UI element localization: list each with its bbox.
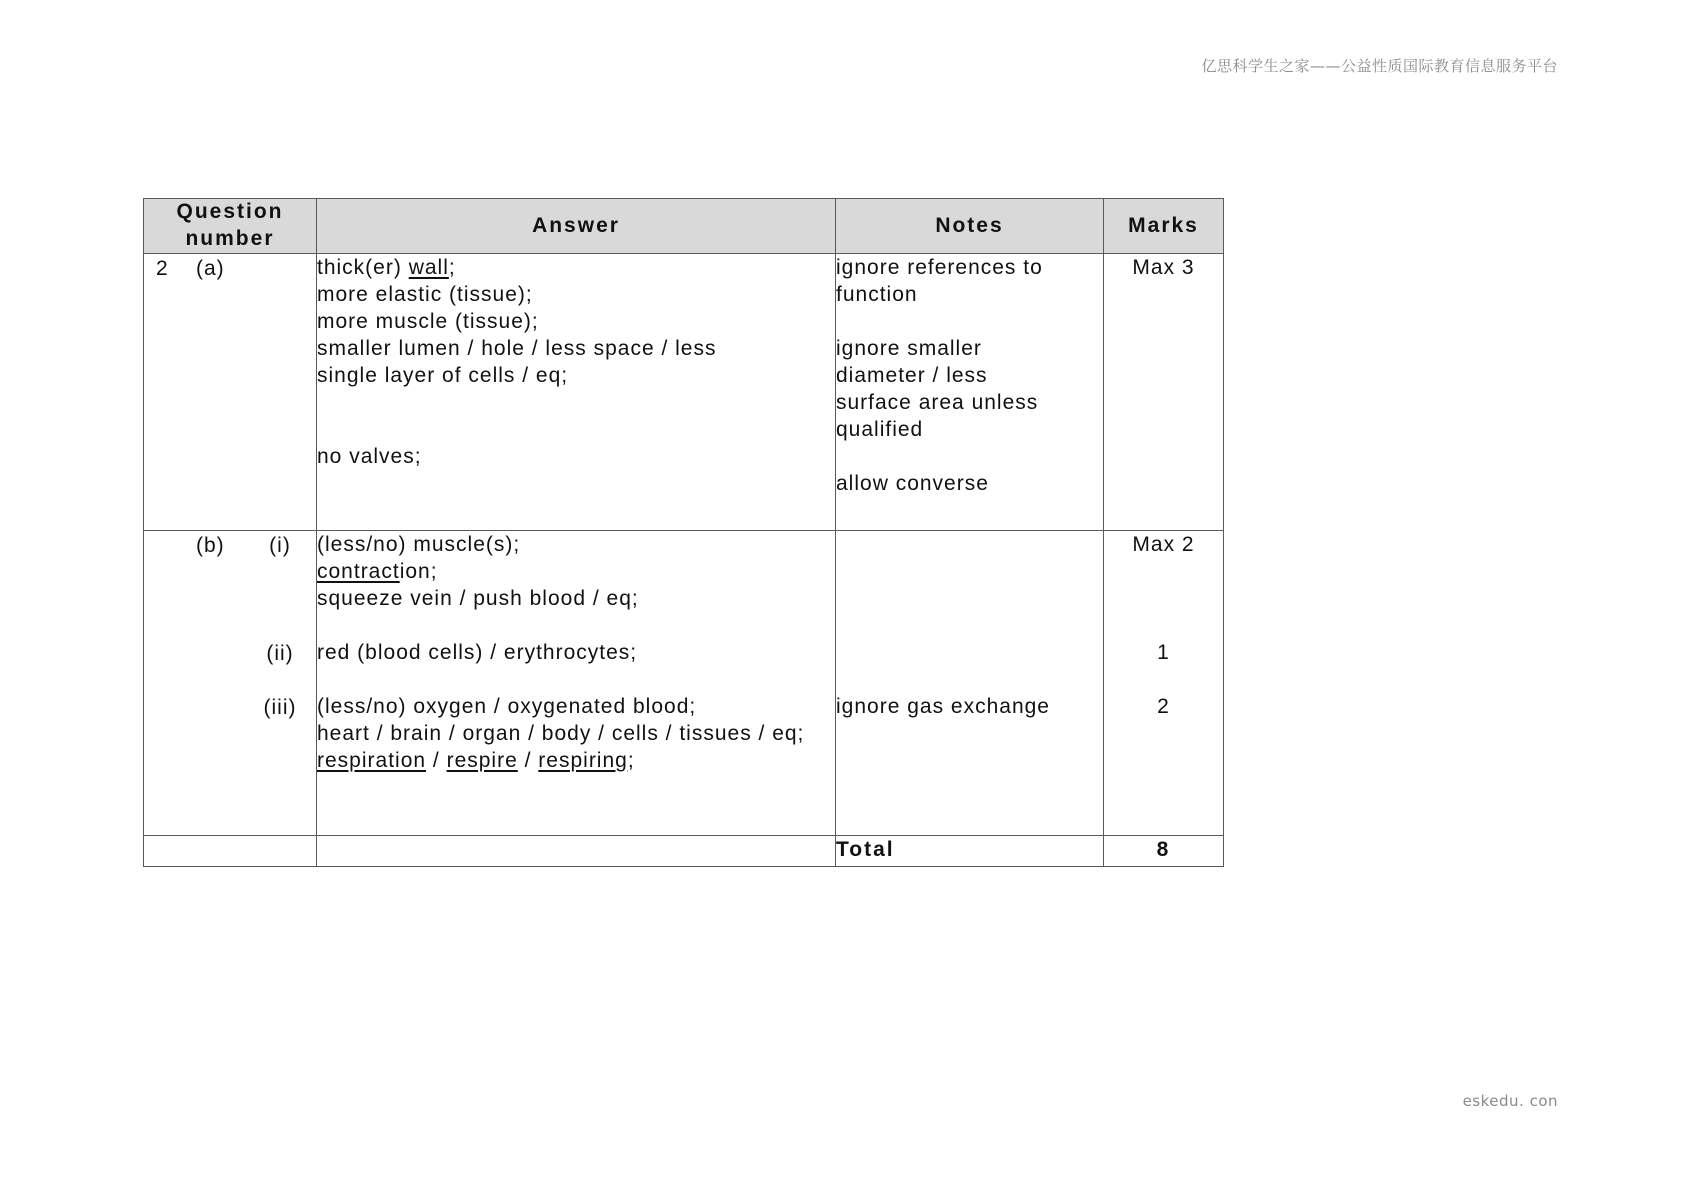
header-notes: Notes — [836, 199, 1104, 254]
subpart-iii-label: (iii) — [263, 696, 297, 719]
question-cell-2b — [144, 531, 317, 836]
question-part-b: (b) — [196, 534, 225, 557]
answer-line: no valves; — [317, 445, 422, 468]
answer-text: ; — [627, 749, 635, 772]
note-line: function — [836, 283, 918, 306]
answer-line: red (blood cells) / erythrocytes; — [317, 641, 638, 664]
answer-line: heart / brain / organ / body / cells / tissues / eq; — [317, 722, 805, 745]
answer-text: ; — [448, 256, 456, 279]
table-header-row — [144, 199, 1224, 254]
answer-cell-2a — [317, 254, 836, 531]
answer-line — [317, 558, 835, 585]
footer-watermark-text: eskedu. con — [1462, 1092, 1558, 1110]
total-empty-cell — [144, 836, 317, 867]
answer-line: single layer of cells / eq; — [317, 364, 569, 387]
marks-value-iii: 2 — [1157, 695, 1170, 718]
total-empty-cell — [317, 836, 836, 867]
answer-line: squeeze vein / push blood / eq; — [317, 587, 639, 610]
mark-scheme-table — [143, 198, 1224, 867]
note-line: allow converse — [836, 472, 989, 495]
notes-cell-2a — [836, 254, 1104, 531]
marks-cell-2b — [1104, 531, 1224, 836]
subpart-ii-label: (ii) — [266, 642, 294, 665]
header-question-line2: number — [185, 227, 275, 250]
underlined-keyword: wall — [408, 256, 449, 279]
answer-text: / — [517, 749, 539, 772]
header-marks: Marks — [1104, 199, 1224, 254]
table-row-2a — [144, 254, 1224, 531]
header-watermark-text: 亿思科学生之家——公益性质国际教育信息服务平台 — [1201, 57, 1558, 75]
underlined-keyword: respiring — [538, 749, 628, 772]
marks-value-i: Max 2 — [1132, 533, 1195, 556]
question-number: 2 — [156, 257, 169, 280]
note-line: ignore references to — [836, 256, 1043, 279]
answer-line: more elastic (tissue); — [317, 283, 533, 306]
table-row-total — [144, 836, 1224, 867]
note-line: surface area unless — [836, 391, 1039, 414]
answer-line: (less/no) oxygen / oxygenated blood; — [317, 695, 697, 718]
note-line: ignore smaller — [836, 337, 982, 360]
note-line: qualified — [836, 418, 924, 441]
underlined-keyword: contract — [317, 560, 400, 583]
header-question-number — [144, 199, 317, 254]
answer-text: / — [426, 749, 447, 772]
marks-value-ii: 1 — [1157, 641, 1170, 664]
answer-line: (less/no) muscle(s); — [317, 533, 521, 556]
header-answer: Answer — [317, 199, 836, 254]
answer-cell-2b — [317, 531, 836, 836]
marks-cell-2a: Max 3 — [1104, 254, 1224, 531]
question-cell-2a — [144, 254, 317, 531]
answer-line: more muscle (tissue); — [317, 310, 539, 333]
underlined-keyword: respire — [446, 749, 518, 772]
notes-cell-2b — [836, 531, 1104, 836]
underlined-keyword: respiration — [317, 749, 427, 772]
note-line: ignore gas exchange — [836, 695, 1050, 718]
note-line: diameter / less — [836, 364, 988, 387]
answer-text: ion; — [399, 560, 438, 583]
question-part-a: (a) — [196, 257, 225, 280]
answer-text: thick(er) — [317, 256, 409, 279]
answer-line — [317, 254, 835, 281]
answer-line: smaller lumen / hole / less space / less — [317, 337, 717, 360]
total-value: 8 — [1104, 836, 1224, 867]
header-question-line1: Question — [176, 200, 284, 223]
table-row-2b — [144, 531, 1224, 836]
total-label: Total — [836, 836, 1104, 867]
answer-line — [317, 747, 835, 774]
subpart-i-label: (i) — [269, 534, 291, 557]
